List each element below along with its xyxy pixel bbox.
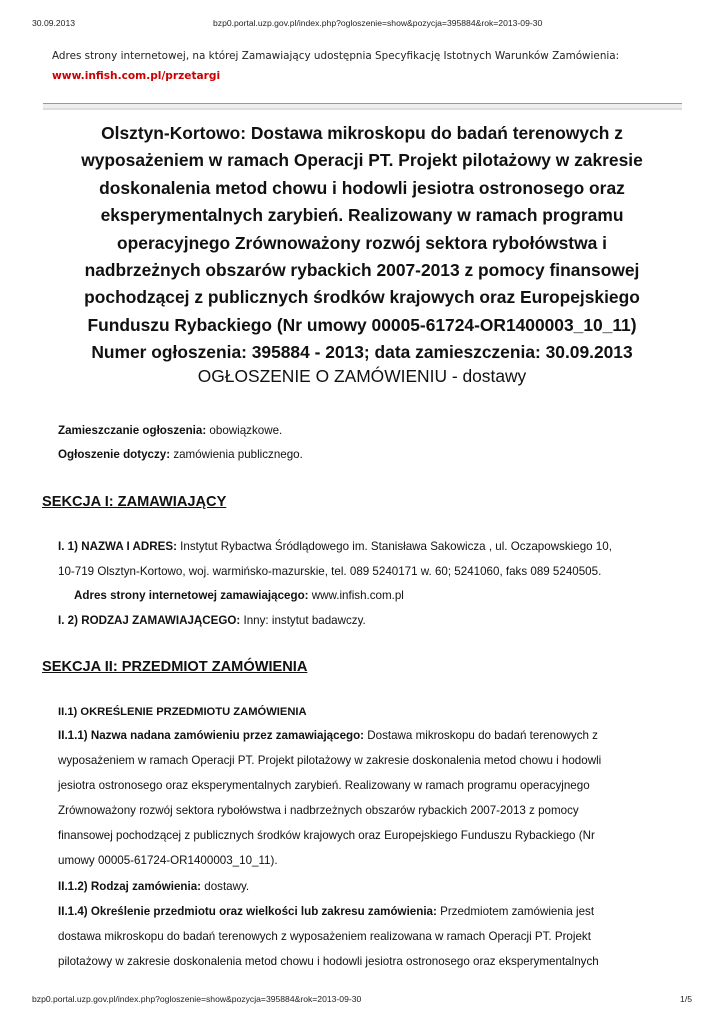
order-scope-first: Przedmiotem zamówienia jest bbox=[436, 905, 595, 918]
print-date: 30.09.2013 bbox=[32, 18, 76, 28]
title-line: pochodzącej z publicznych środków krajowych oraz Europejskiego bbox=[84, 287, 640, 308]
order-name-label: II.1.1) Nazwa nadana zamówieniu przez zamawiającego: bbox=[58, 729, 365, 742]
order-name-line: Zrównoważony rozwój sektora rybołówstwa i nadbrzeżnych obszarów rybackich 2007-2013 z pomocy bbox=[58, 804, 579, 817]
contracting-website bbox=[74, 588, 404, 604]
print-header-url: bzp0.portal.uzp.gov.pl/index.php?ogloszenie=show&pozycja=395884&rok=2013-09-30 bbox=[213, 18, 543, 28]
order-kind bbox=[58, 879, 249, 895]
title-line: nadbrzeżnych obszarów rybackich 2007-2013 z pomocy finansowej bbox=[84, 260, 640, 281]
contracting-website-label: Adres strony internetowej zamawiającego: bbox=[74, 589, 309, 602]
order-scope-label: II.1.4) Określenie przedmiotu oraz wielkości lub zakresu zamówienia: bbox=[58, 905, 437, 918]
horizontal-divider bbox=[43, 103, 682, 110]
order-name-first: Dostawa mikroskopu do badań terenowych z bbox=[364, 729, 598, 742]
order-scope-line: pilotażowy w zakresie doskonalenia metod chowu i hodowli jesiotra ostronosego oraz eksperymentalnych bbox=[58, 955, 599, 968]
contracting-name-value: Instytut Rybactwa Śródlądowego im. Stanisława Sakowicza , ul. Oczapowskiego 10, bbox=[176, 540, 612, 553]
notice-subtitle: OGŁOSZENIE O ZAMÓWIENIU - dostawy bbox=[197, 366, 527, 386]
title-line: operacyjnego Zrównoważony rozwój sektora rybołówstwa i bbox=[117, 232, 607, 253]
title-line: eksperymentalnych zarybień. Realizowany w ramach programu bbox=[100, 205, 624, 226]
siwz-website-note: Adres strony internetowej, na której Zamawiający udostępnia Specyfikację Istotnych Warunków Zamówienia: bbox=[52, 50, 620, 62]
contracting-name-label: I. 1) NAZWA I ADRES: bbox=[58, 540, 177, 553]
title-line: Olsztyn-Kortowo: Dostawa mikroskopu do badań terenowych z bbox=[101, 123, 623, 143]
contracting-type bbox=[58, 613, 366, 629]
contracting-type-value: Inny: instytut badawczy. bbox=[240, 614, 366, 627]
meta-placement-value: obowiązkowe. bbox=[206, 424, 283, 437]
meta-concerns bbox=[58, 447, 303, 463]
order-name-line: finansowej pochodzącej z publicznych środków krajowych oraz Europejskiego Funduszu Rybackiego (Nr bbox=[58, 829, 595, 842]
contracting-address: 10-719 Olsztyn-Kortowo, woj. warmińsko-mazurskie, tel. 089 5240171 w. 60; 5241060, faks 089 5240505. bbox=[58, 565, 602, 578]
title-line: Numer ogłoszenia: 395884 - 2013; data zamieszczenia: 30.09.2013 bbox=[91, 342, 633, 363]
contracting-website-value: www.infish.com.pl bbox=[308, 589, 404, 602]
order-name-line: jesiotra ostronosego oraz eksperymentalnych zarybień. Realizowany w ramach programu operacyjnego bbox=[58, 779, 590, 792]
meta-concerns-label: Ogłoszenie dotyczy: bbox=[58, 448, 171, 461]
order-name-line: wyposażeniem w ramach Operacji PT. Projekt pilotażowy w zakresie doskonalenia metod chowu i hodowli bbox=[58, 754, 602, 767]
notice-title bbox=[44, 120, 680, 367]
meta-concerns-value: zamówienia publicznego. bbox=[170, 448, 303, 461]
contracting-name bbox=[58, 539, 612, 555]
section-2-subheading: II.1) OKREŚLENIE PRZEDMIOTU ZAMÓWIENIA bbox=[58, 706, 307, 718]
meta-placement bbox=[58, 423, 282, 439]
order-scope bbox=[58, 904, 594, 920]
section-1-heading: SEKCJA I: ZAMAWIAJĄCY bbox=[42, 494, 227, 510]
order-name bbox=[58, 728, 598, 744]
title-line: wyposażeniem w ramach Operacji PT. Projekt pilotażowy w zakresie bbox=[81, 150, 643, 171]
meta-placement-label: Zamieszczanie ogłoszenia: bbox=[58, 424, 207, 437]
contracting-type-label: I. 2) RODZAJ ZAMAWIAJĄCEGO: bbox=[58, 614, 241, 627]
order-scope-line: dostawa mikroskopu do badań terenowych z wyposażeniem realizowana w ramach Operacji PT. Projekt bbox=[58, 930, 591, 943]
section-2-heading: SEKCJA II: PRZEDMIOT ZAMÓWIENIA bbox=[42, 659, 308, 675]
order-name-line: umowy 00005-61724-OR1400003_10_11). bbox=[58, 854, 278, 867]
order-kind-value: dostawy. bbox=[201, 880, 250, 893]
print-footer-url: bzp0.portal.uzp.gov.pl/index.php?ogloszenie=show&pozycja=395884&rok=2013-09-30 bbox=[32, 994, 362, 1004]
title-line: Funduszu Rybackiego (Nr umowy 00005-61724-OR1400003_10_11) bbox=[87, 314, 637, 335]
siwz-website-link[interactable]: www.infish.com.pl/przetargi bbox=[52, 70, 221, 82]
order-kind-label: II.1.2) Rodzaj zamówienia: bbox=[58, 880, 202, 893]
page-number: 1/5 bbox=[680, 994, 692, 1004]
title-line: doskonalenia metod chowu i hodowli jesiotra ostronosego oraz bbox=[99, 177, 625, 198]
